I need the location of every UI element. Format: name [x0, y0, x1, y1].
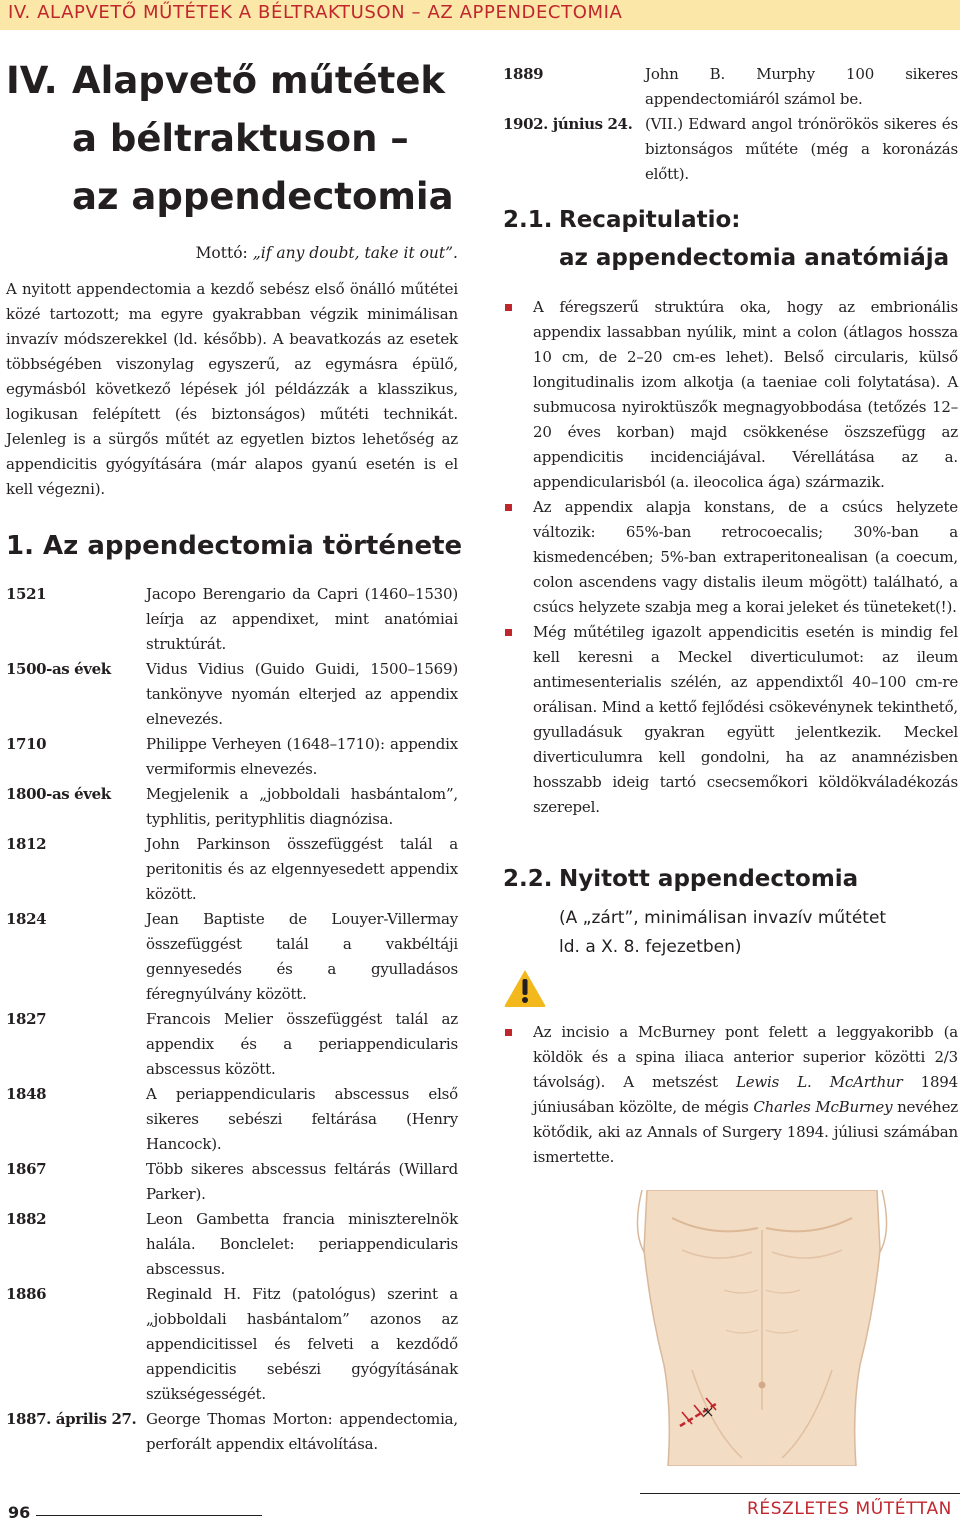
chapter-number: IV.: [6, 59, 58, 102]
right-column: [503, 62, 958, 1170]
section-2-2-title: [503, 860, 958, 898]
running-header-title: IV. ALAPVETŐ MŰTÉTEK A BÉLTRAKTUSON – AZ APPENDECTOMIA: [8, 2, 623, 23]
page-number: 96: [8, 1503, 31, 1522]
bullet-item: [503, 1020, 958, 1170]
timeline-entry: [6, 832, 458, 907]
left-column: [6, 52, 463, 1457]
timeline-year: 1521: [6, 585, 47, 603]
section-2-1-title: [503, 201, 958, 277]
chapter-title-line-2: a béltraktuson –: [72, 117, 409, 160]
square-bullet-icon: [505, 304, 512, 311]
history-timeline: [6, 582, 458, 1457]
motto-prefix: Mottó:: [195, 244, 253, 262]
chapter-motto: [6, 242, 458, 264]
timeline-entry: [6, 1282, 458, 1407]
section-2-2-title-text: Nyitott appendectomia: [559, 866, 859, 892]
section-2-1-title-line-1: Recapitulatio:: [559, 207, 741, 233]
timeline-text: Leon Gambetta francia miniszterelnök halála. Bonclelet: periappendicularis abscessus.: [146, 1210, 458, 1278]
timeline-text: Francois Melier összefüggést talál az appendix és a periappendicularis abscessus között.: [146, 1010, 458, 1078]
timeline-text: Vidus Vidius (Guido Guidi, 1500–1569) tankönyve nyomán elterjed az appendix elnevezés.: [146, 660, 458, 728]
exclamation-triangle-icon: [503, 968, 958, 1012]
square-bullet-icon: [505, 1029, 512, 1036]
timeline-text: Philippe Verheyen (1648–1710): appendix vermiformis elnevezés.: [146, 735, 458, 778]
timeline-text: John Parkinson összefüggést talál a peritonitis és az elgennyesedett appendix között.: [146, 835, 458, 903]
bullet-text: nevéhez kötődik, aki az Annals of Surgery 1894. júliusi számában ismertette.: [533, 1098, 959, 1166]
timeline-year: 1886: [6, 1285, 47, 1303]
anatomy-bullet-list: [503, 295, 958, 820]
timeline-entry: [6, 1007, 458, 1082]
chapter-title-line-1: Alapvető műtétek: [72, 59, 446, 102]
timeline-entry: [6, 1157, 458, 1207]
bullet-emphasis: Charles McBurney: [753, 1098, 893, 1116]
timeline-year: 1500-as évek: [6, 660, 111, 678]
bullet-item: [503, 295, 958, 495]
timeline-entry: [6, 582, 458, 657]
bullet-text: Még műtétileg igazolt appendicitis esetén is mindig fel kell keresni a Meckel diverticulumot: az ileum antimesenterialis szélén, az appendixtől 40–100 cm-re orálisan. Mind a kettő fejlődési csökevénynek tekinthető, gyulladásuk gyakran együtt jelentkezik. Meckel diverticulumra kell gondolni, ha az anamnézisben hosszabb ideig tartó csecsemőkori köldökváladékozás szerepel.: [533, 623, 958, 816]
bullet-text: A féregszerű struktúra oka, hogy az embrionális appendix lassabban nyúlik, mint a colon (átlagos hossza 10 cm, de 2–20 cm-es lehet). Belső circularis, külső longitudinalis izom alkotja (a taeniae coli folytatása). A submucosa nyiroktüszők megnagyobbodása (tetőzés 12–20 éves korban) majd csökkenése öszszefügg az appendicitis incidenciájával. Vérellátása az a. appendicularisból (a. ileocolica ága) származik.: [533, 298, 958, 491]
timeline-year: 1824: [6, 910, 47, 928]
timeline-entry: [6, 1082, 458, 1157]
intro-paragraph: A nyitott appendectomia a kezdő sebész első önálló műtétei közé tartozott; ma egyre gyakrabban végzik minimálisan invazív módszerekkel (ld. később). A beavatkozás az esetek többségében viszonylag egyszerű, az egymásra épülő, egymásból következő lépések jól példázzák a klasszikus, logikusan felépített (és biztonságos) műtéti technikát. Jelenleg is a sürgős műtét az egyetlen biztos lehetőség az appendicitis gyógyítására (már alapos gyanú esetén is el kell végezni).: [6, 280, 458, 498]
timeline-year: 1800-as évek: [6, 785, 111, 803]
history-timeline-continued: [503, 62, 958, 187]
square-bullet-icon: [505, 504, 512, 511]
timeline-entry: [503, 112, 958, 187]
torso-incision-figure: [612, 1190, 912, 1466]
chapter-title: [6, 52, 458, 226]
timeline-text: Jean Baptiste de Louyer-Villermay összefüggést talál a vakbéltáji gennyesedés és a gyulladásos féregnyúlvány között.: [146, 910, 458, 1003]
chapter-title-line-3: az appendectomia: [72, 175, 454, 218]
bullet-text: 1894 júniusában közölte, de mégis: [533, 1073, 958, 1116]
section-2-2-note-line-1: (A „zárt”, minimálisan invazív műtétet: [559, 908, 887, 928]
timeline-text: Reginald H. Fitz (patológus) szerint a „jobboldali hasbántalom” azonos az appendicitissel és felveti a kezdődő appendicitis sebészi gyógyításának szükségességét.: [146, 1285, 458, 1403]
section-2-1-title-line-2: az appendectomia anatómiája: [559, 245, 950, 271]
motto-quote: „if any doubt, take it out”.: [252, 244, 458, 262]
section-2-1-number: 2.1.: [503, 207, 553, 233]
timeline-text: George Thomas Morton: appendectomia, perforált appendix eltávolítása.: [146, 1410, 458, 1453]
bullet-text: Az incisio a McBurney pont felett a leggyakoribb (a köldök és a spina iliaca anterior superior közötti 2/3 távolság). A metszést: [533, 1023, 958, 1091]
footer-rule-right: [640, 1493, 960, 1494]
timeline-text: Jacopo Berengario da Capri (1460–1530) leírja az appendixet, mint anatómiai struktúrát.: [146, 585, 458, 653]
timeline-year: 1827: [6, 1010, 47, 1028]
timeline-entry: [6, 1407, 458, 1457]
section-2-2-note: [503, 904, 958, 962]
bullet-item: [503, 620, 958, 820]
timeline-year: 1848: [6, 1085, 47, 1103]
timeline-entry: [6, 1207, 458, 1282]
timeline-text: A periappendicularis abscessus első sikeres sebészi feltárása (Henry Hancock).: [146, 1085, 458, 1153]
timeline-text: Megjelenik a „jobboldali hasbántalom”, typhlitis, perityphlitis diagnózisa.: [146, 785, 458, 828]
timeline-text: (VII.) Edward angol trónörökös sikeres és biztonságos műtéte (még a koronázás előtt).: [645, 115, 958, 183]
section-1-title: 1. Az appendectomia története: [6, 531, 463, 561]
bullet-text: Az appendix alapja konstans, de a csúcs helyzete változik: 65%-ban retrocoecalis; 30%-ban a kismedencében; 5%-ban extraperitonealisan (a coecum, colon ascendens vagy distalis ileum mögött) található, a csúcs helyzete szabja meg a korai jeleket és tüneteket(!).: [533, 498, 958, 616]
timeline-text: Több sikeres abscessus feltárás (Willard Parker).: [146, 1160, 458, 1203]
timeline-year: 1902. június 24.: [503, 115, 633, 133]
open-appendectomy-bullet-list: [503, 1020, 958, 1170]
bullet-emphasis: Lewis L. McArthur: [735, 1073, 903, 1091]
running-header-band: [0, 0, 960, 30]
timeline-year: 1867: [6, 1160, 47, 1178]
section-2-2-number: 2.2.: [503, 866, 553, 892]
timeline-entry: [503, 62, 958, 112]
section-2-2-note-line-2: ld. a X. 8. fejezetben): [559, 937, 742, 957]
footer-rule-left: [36, 1515, 262, 1516]
square-bullet-icon: [505, 629, 512, 636]
timeline-year: 1889: [503, 65, 544, 83]
timeline-entry: [6, 907, 458, 1007]
timeline-year: 1882: [6, 1210, 47, 1228]
footer-book-title: RÉSZLETES MŰTÉTTAN: [746, 1499, 952, 1519]
timeline-year: 1887. április 27.: [6, 1410, 137, 1428]
timeline-entry: [6, 657, 458, 732]
timeline-text: John B. Murphy 100 sikeres appendectomiáról számol be.: [645, 65, 958, 108]
timeline-entry: [6, 732, 458, 782]
bullet-item: [503, 495, 958, 620]
timeline-year: 1710: [6, 735, 47, 753]
timeline-year: 1812: [6, 835, 47, 853]
timeline-entry: [6, 782, 458, 832]
